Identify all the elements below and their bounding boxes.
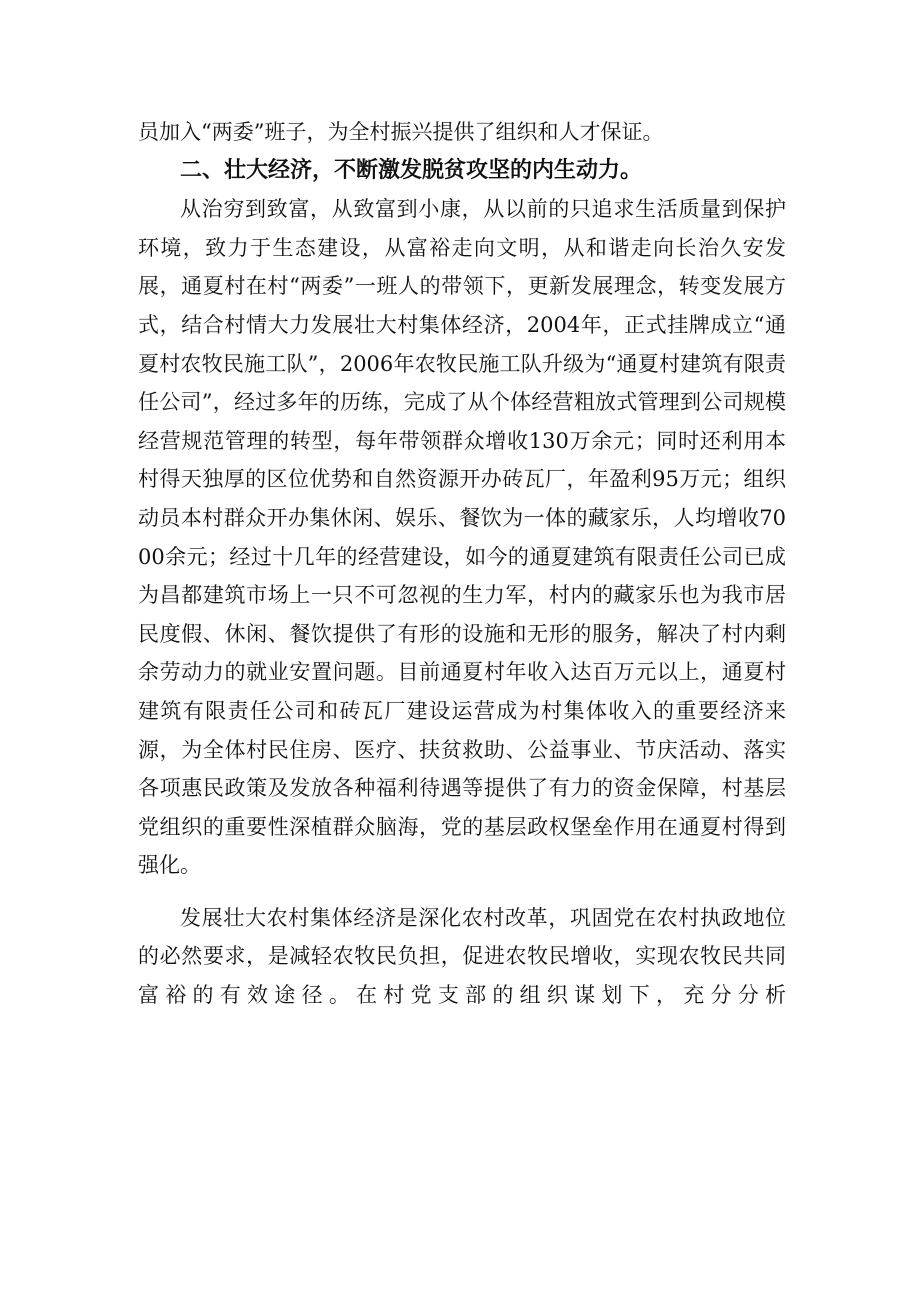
section-heading: 二、壮大经济，不断激发脱贫攻坚的内生动力。 xyxy=(180,157,643,183)
body-paragraph-1: 从治穷到致富，从致富到小康，从以前的只追求生活质量到保护环境，致力于生态建设，从富裕走向文明，从和谐走向长治久安发展，通夏村在村“两委”一班人的带领下，更新发展理念，转变发展方式，结合村情大力发展壮大村集体经济，2004年，正式挂牌成立“通夏村农牧民施工队”，2006年农牧民施工队升级为“通夏村建筑有限责任公司”，经过多年的历练，完成了从个体经营粗放式管理到公司规模经营规范管理的转型，每年带领群众增收130万余元；同时还利用本村得天独厚的区位优势和自然资源开办砖瓦厂，年盈利95万元；组织动员本村群众开办集休闲、娱乐、餐饮为一体的藏家乐，人均增收7000余元；经过十几年的经营建设，如今的通夏建筑有限责任公司已成为昌都建筑市场上一只不可忽视的生力军，村内的藏家乐也为我市居民度假、休闲、餐饮提供了有形的设施和无形的服务，解决了村内剩余劳动力的就业安置问题。目前通夏村年收入达百万元以上，通夏村建筑有限责任公司和砖瓦厂建设运营成为村集体收入的重要经济来源，为全体村民住房、医疗、扶贫救助、公益事业、节庆活动、落实各项惠民政策及发放各种福利待遇等提供了有力的资金保障，村基层党组织的重要性深植群众脑海，党的基层政权堡垒作用在通夏村得到强化。 xyxy=(138,197,786,878)
body-paragraph-2: 发展壮大农村集体经济是深化农村改革，巩固党在农村执政地位的必然要求，是减轻农牧民负担，促进农牧民增收，实现农牧民共同富裕的有效途径。在村党支部的组织谋划下，充分分析 xyxy=(138,905,786,1008)
document-page xyxy=(138,113,786,1015)
paragraph-gap xyxy=(138,885,786,899)
continuation-paragraph: 员加入“两委”班子，为全村振兴提供了组织和人才保证。 xyxy=(138,120,664,144)
